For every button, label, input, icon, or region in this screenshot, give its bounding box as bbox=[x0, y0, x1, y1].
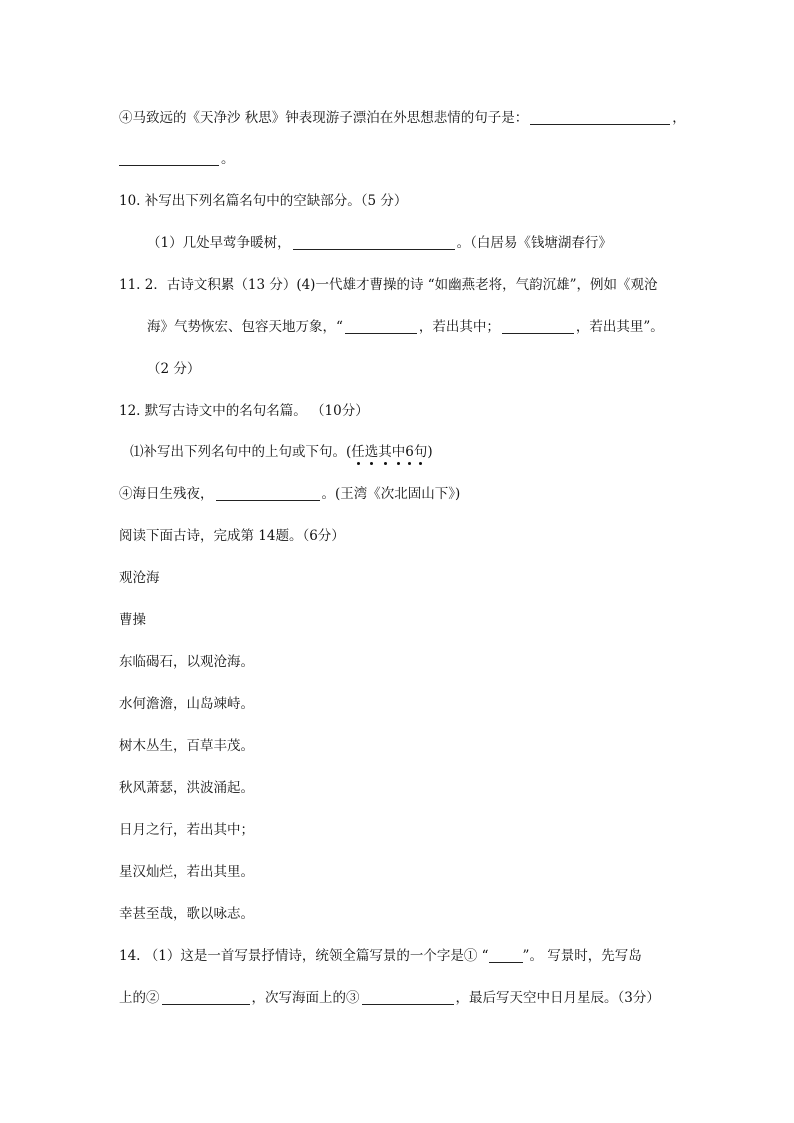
text: 。（白居易《钱塘湖春行》 bbox=[456, 235, 612, 251]
text: ④马致远的《天净沙 秋思》钟表现游子漂泊在外思想悲情的句子是： bbox=[119, 110, 529, 126]
text: ，次写海面上的③ bbox=[251, 990, 360, 1006]
text: 14. （1）这是一首写景抒情诗，统领全篇写景的一个字是① “ bbox=[119, 948, 489, 964]
answer-blank[interactable] bbox=[119, 151, 219, 166]
answer-blank[interactable] bbox=[293, 235, 455, 250]
question-12-4 bbox=[119, 484, 460, 504]
question-12-title: 12. 默写古诗文中的名句名篇。 （10分） bbox=[119, 403, 369, 419]
question-12-1 bbox=[130, 442, 433, 462]
text: （1）几处早莺争暖树， bbox=[147, 235, 291, 251]
answer-blank[interactable] bbox=[530, 110, 670, 125]
text: 海》气势恢宏、包容天地万象，“ bbox=[147, 319, 343, 335]
emphasis-char: 句 bbox=[413, 444, 428, 460]
text: 上的② bbox=[119, 990, 160, 1006]
poem-line: 秋风萧瑟，洪波涌起。 bbox=[119, 780, 254, 796]
poem-line: 东临碣石，以观沧海。 bbox=[119, 654, 254, 670]
emphasis-char: 选 bbox=[364, 444, 379, 460]
text: ，若出其里”。 bbox=[575, 319, 664, 335]
answer-blank[interactable] bbox=[362, 990, 454, 1005]
answer-blank[interactable] bbox=[162, 990, 250, 1005]
emphasis-char: 任 bbox=[351, 444, 365, 460]
emphasis-char: 其 bbox=[378, 444, 392, 460]
emphasis-char: 中 bbox=[391, 444, 406, 460]
poem-line: 日月之行，若出其中； bbox=[119, 822, 254, 838]
question-11-score: （2 分） bbox=[147, 361, 201, 377]
question-9-4-cont bbox=[119, 149, 235, 169]
text: ， bbox=[672, 110, 686, 126]
question-11: 11. 2．古诗文积累（13 分）(4)一代雄才曹操的诗 “如幽燕老将，气韵沉雄”，例如《观沧 bbox=[119, 277, 658, 293]
emphasis-char: 6 bbox=[405, 444, 414, 460]
question-14-1-cont bbox=[119, 988, 660, 1008]
question-9-4 bbox=[119, 108, 686, 128]
poem-line: 树木丛生，百草丰茂。 bbox=[119, 738, 254, 754]
text: ，最后写天空中日月星辰。（3分） bbox=[455, 990, 660, 1006]
answer-blank[interactable] bbox=[502, 319, 574, 334]
text: ”。 写景时，先写岛 bbox=[522, 948, 642, 964]
text: 。(王湾《次北固山下》) bbox=[321, 486, 461, 502]
question-10-title: 10. 补写出下列名篇名句中的空缺部分。（5 分） bbox=[119, 193, 408, 209]
text: ，若出其中； bbox=[418, 319, 500, 335]
text: ) bbox=[427, 444, 433, 460]
poem-line: 幸甚至哉，歌以咏志。 bbox=[119, 906, 254, 922]
poem-line: 星汉灿烂，若出其里。 bbox=[119, 864, 254, 880]
poem-title: 观沧海 bbox=[119, 570, 160, 586]
reading-instruction: 阅读下面古诗，完成第 14题。（6分） bbox=[119, 528, 345, 544]
answer-blank[interactable] bbox=[216, 486, 320, 501]
poem-line: 水何澹澹，山岛竦峙。 bbox=[119, 696, 254, 712]
poem-author: 曹操 bbox=[119, 612, 146, 628]
question-14-1 bbox=[119, 946, 642, 966]
text: ④海日生残夜， bbox=[119, 486, 214, 502]
question-10-1 bbox=[147, 233, 612, 253]
answer-blank[interactable] bbox=[345, 319, 417, 334]
answer-blank[interactable] bbox=[489, 948, 523, 963]
text: 。 bbox=[221, 151, 235, 167]
text: ⑴补写出下列名句中的上句或下句。( bbox=[130, 444, 352, 460]
question-11-cont bbox=[147, 317, 664, 337]
